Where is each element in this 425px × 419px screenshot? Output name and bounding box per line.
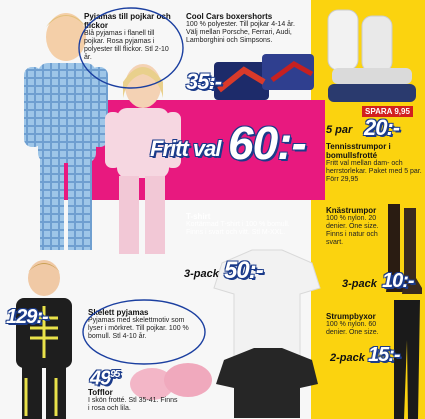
pyjamas-title: Pyjamas till pojkar och flickor (84, 12, 171, 30)
cool-cars-price: 35:- (186, 69, 222, 94)
tofflor-price (90, 364, 119, 390)
knastrumpor-price: 10:- (382, 270, 414, 292)
skeleton-pyjamas-photo (4, 258, 84, 419)
tofflor-info (88, 388, 178, 413)
boxershorts-photo (214, 52, 314, 102)
strumpbyxor-text: 100 % nylon. 60 denier. One size. (326, 321, 379, 336)
knastrumpor-title: Knästrumpor (326, 206, 377, 215)
skelett-price: 129:- (6, 306, 48, 328)
tennis-title: Tennisstrumpor i bomullsfrotté (326, 142, 391, 160)
cool-cars-title: Cool Cars boxershorts (186, 12, 273, 21)
tshirt-pack: 3-pack (184, 268, 219, 280)
tofflor-price-main: 49 (90, 367, 111, 390)
cool-cars-info (186, 12, 306, 45)
skelett-text: Pyjamas med skelettmotiv som lyser i mörkret. Till pojkar. 100 % bomull. Stl 4-10 år. (88, 317, 189, 340)
tofflor-price-cents: 95 (110, 369, 120, 380)
tshirt-price: 50:- (224, 257, 263, 284)
tshirt-title: T-shirt (186, 212, 211, 221)
socks-pile-photo (318, 4, 422, 108)
tshirt-text: Kortärmad T-shirt i 100 % bomull. Finns i svart och vitt. Stl M-XXL. (186, 221, 290, 236)
pyjamas-text: Blå pyjamas i flanell till pojkar. Rosa pyjamas i polyester till flickor. Stl 2-10 år. (84, 30, 169, 61)
tennis-text: Fritt val mellan dam- och herrstorlekar. Paket med 5 par. Förr 29,95 (326, 160, 422, 183)
tennis-pack: 5 par (326, 124, 353, 136)
strumpbyxor-pack: 2-pack (330, 352, 365, 364)
banner-label: Fritt val (150, 136, 221, 161)
cool-cars-text: 100 % polyester. Till pojkar 4-14 år. Välj mellan Porsche, Ferrari, Audi, Lamborghini och Simpsons. (186, 21, 295, 44)
knastrumpor-info (326, 206, 382, 247)
tofflor-text: I skön frotté. Stl 35-41. Finns i rosa och lila. (88, 397, 178, 412)
banner-price: 60:- (228, 117, 306, 169)
tshirt-info (186, 212, 296, 237)
knastrumpor-text: 100 % nylon. 20 denier. One size. Finns i natur och svart. (326, 215, 379, 246)
knastrumpor-pack: 3-pack (342, 278, 377, 290)
tennis-price: 20:- (364, 115, 400, 140)
tennis-info (326, 142, 422, 184)
tofflor-title: Tofflor (88, 388, 113, 397)
strumpbyxor-info (326, 312, 386, 337)
skelett-title: Skelett pyjamas (88, 308, 149, 317)
strumpbyxor-title: Strumpbyxor (326, 312, 376, 321)
handdrawn-circle (76, 4, 186, 92)
spara-badge: SPARA 9,95 (362, 106, 413, 117)
strumpbyxor-price: 15:- (368, 344, 400, 366)
